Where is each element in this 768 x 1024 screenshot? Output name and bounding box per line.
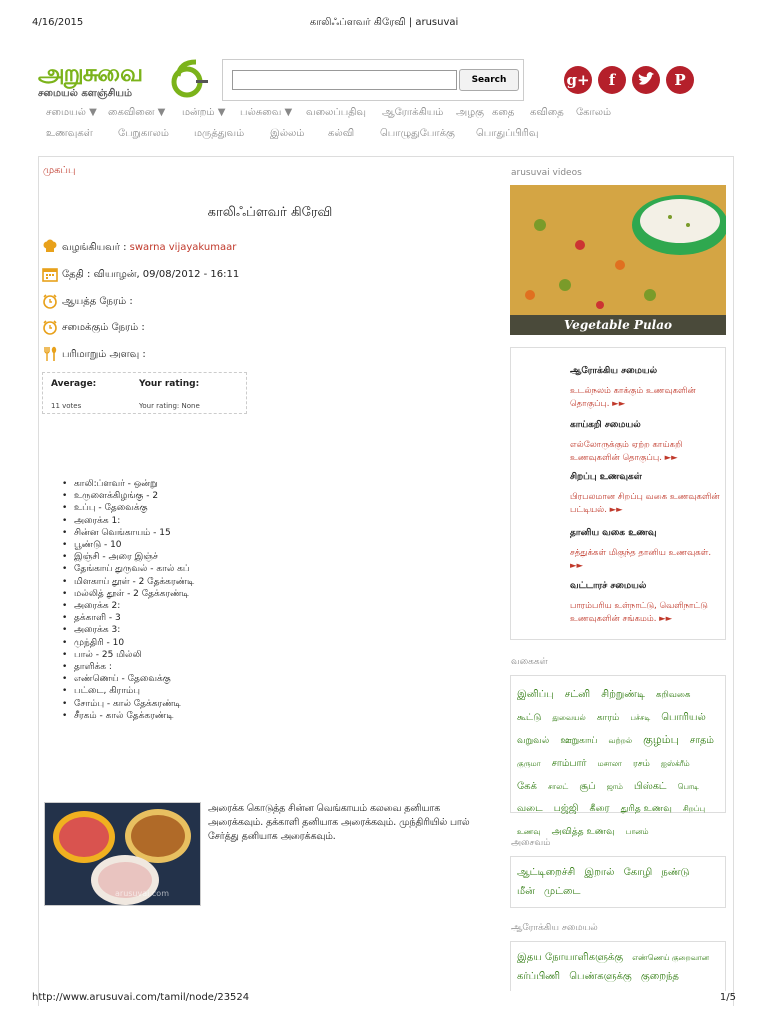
nav-item-story[interactable]: கதை bbox=[492, 107, 515, 118]
bowl-masala-paste bbox=[125, 809, 191, 863]
nav-item-general[interactable]: பொதுப்பிரிவு bbox=[476, 128, 539, 139]
nonveg-heading: அசைவம் bbox=[511, 838, 551, 848]
step-image[interactable] bbox=[44, 802, 201, 906]
health-tags-heading: ஆரோக்கிய சமையல் bbox=[511, 923, 598, 933]
category-tag[interactable]: சாலட் bbox=[548, 782, 569, 791]
logo-subtitle: சமையல் களஞ்சியம் bbox=[38, 88, 133, 99]
search-input[interactable] bbox=[232, 70, 457, 90]
your-rating-value[interactable]: Your rating: None bbox=[139, 402, 200, 410]
ingredient-list bbox=[60, 478, 194, 722]
health-section-title: காய்கறி சமையல் bbox=[570, 420, 641, 430]
ingredient-item: • முந்திரி - 10 bbox=[60, 637, 194, 649]
category-tag[interactable]: வற்றல் bbox=[608, 736, 633, 745]
pinterest-icon[interactable]: P bbox=[666, 66, 694, 94]
category-tag[interactable]: பொடி bbox=[677, 782, 699, 791]
recipe-date: தேதி : வியாழன், 09/08/2012 - 16:11 bbox=[62, 269, 240, 280]
health-tag[interactable]: பெண்களுக்கு bbox=[569, 971, 632, 982]
health-section-link[interactable]: பாரம்பரிய உள்நாட்டு, வெளிநாட்டு உணவுகளின் சங்கமம். ►► bbox=[570, 601, 708, 624]
ingredient-item: • மல்லித் தூள் - 2 தேக்கரண்டி bbox=[60, 588, 194, 600]
ingredient-item: • மிளகாய் தூள் - 2 தேக்கரண்டி bbox=[60, 576, 194, 588]
category-tag[interactable]: பச்சடி bbox=[630, 713, 651, 722]
nav-item-kolam[interactable]: கோலம் bbox=[576, 107, 612, 118]
category-tag[interactable]: பஜ்ஜி bbox=[553, 803, 579, 814]
author-row bbox=[42, 239, 236, 257]
servings: பரிமாறும் அளவு : bbox=[62, 349, 146, 360]
ingredient-item: • பால் - 25 மில்லி bbox=[60, 649, 194, 661]
videos-heading: arusuvai videos bbox=[511, 168, 582, 178]
prep-time-row bbox=[42, 293, 133, 311]
print-title: காலிஃப்ளவர் கிரேவி | arusuvai bbox=[309, 17, 459, 28]
your-rating-label: Your rating: bbox=[139, 379, 200, 389]
cook-time: சமைக்கும் நேரம் : bbox=[62, 322, 145, 333]
nonveg-box bbox=[510, 856, 726, 908]
category-tag[interactable]: கேக் bbox=[517, 781, 537, 792]
nonveg-tag[interactable]: ஆட்டிறைச்சி bbox=[517, 867, 576, 878]
nav-item-blog[interactable]: வலைப்பதிவு bbox=[306, 107, 366, 118]
categories-box bbox=[510, 675, 726, 837]
health-box bbox=[510, 347, 726, 640]
nav-item-misc[interactable]: பல்சுவை ▼ bbox=[240, 107, 293, 118]
category-tag[interactable]: பொரியல் bbox=[661, 712, 706, 723]
bowl-red-paste bbox=[53, 811, 115, 863]
page-url: http://www.arusuvai.com/tamil/node/23524 bbox=[32, 992, 250, 1003]
ingredient-item: • எண்ணெய் - தேவைக்கு bbox=[60, 673, 194, 685]
health-tag-cloud bbox=[517, 948, 721, 986]
nav-item-beauty[interactable]: அழகு bbox=[456, 107, 484, 118]
category-tag[interactable]: சூப் bbox=[579, 781, 596, 792]
category-tag[interactable]: குழம்பு bbox=[643, 733, 679, 746]
nav-item-health[interactable]: ஆரோக்கியம் bbox=[382, 107, 444, 118]
fork-spoon-icon bbox=[42, 346, 58, 362]
ingredient-item: • தக்காளி - 3 bbox=[60, 612, 194, 624]
health-tags-box bbox=[510, 941, 726, 991]
logo-six-icon bbox=[166, 58, 208, 100]
health-section-title: ஆரோக்கிய சமையல் bbox=[570, 366, 658, 376]
category-tag[interactable]: ரசம் bbox=[632, 759, 650, 769]
recipe-title: காலிஃப்ளவர் கிரேவி bbox=[207, 205, 333, 220]
category-tag[interactable]: சாம்பார் bbox=[551, 758, 587, 769]
category-tag[interactable]: மசாலா bbox=[597, 759, 622, 768]
category-tag[interactable]: சாதம் bbox=[689, 735, 714, 746]
alarm-clock-icon bbox=[42, 293, 58, 309]
category-tag[interactable]: கூட்டு bbox=[517, 713, 542, 723]
step-text: அரைக்க கொடுத்த சின்ன வெங்காயம் கலவை தனியாக அரைக்கவும். தக்காளி தனியாக அரைக்கவும். முந்திரியில் பால் சேர்த்து தனியாக அரைக்கவும். bbox=[208, 803, 470, 842]
nonveg-tag-cloud bbox=[517, 863, 721, 901]
nav-item-hobbies[interactable]: பொழுதுபோக்கு bbox=[380, 128, 455, 139]
video-caption: Vegetable Pulao bbox=[510, 315, 726, 335]
video-thumbnail[interactable] bbox=[510, 185, 726, 335]
author-link[interactable]: swarna vijayakumaar bbox=[129, 242, 237, 253]
image-watermark: arusuvai.com bbox=[115, 889, 169, 898]
pulao-image bbox=[510, 185, 726, 335]
author-label: வழங்கியவர் : bbox=[62, 242, 130, 253]
category-tag[interactable]: ஊறுகாய் bbox=[560, 736, 598, 746]
category-tag[interactable]: சட்னி bbox=[564, 689, 591, 700]
category-tag[interactable]: வடை bbox=[517, 803, 543, 814]
average-label: Average: bbox=[51, 379, 97, 389]
nav-item-crafts[interactable]: கைவினை ▼ bbox=[108, 107, 166, 118]
category-tag[interactable]: அவித்த உணவு bbox=[551, 827, 615, 837]
page-number: 1/5 bbox=[719, 992, 736, 1003]
nav-item-medicine[interactable]: மருத்துவம் bbox=[194, 128, 245, 139]
ingredient-item: • காலி:ப்ளவர் - ஒன்று bbox=[60, 478, 194, 490]
print-header bbox=[0, 17, 768, 31]
health-tag[interactable]: கர்ப்பிணி bbox=[517, 971, 561, 982]
category-tag[interactable]: துவையல் bbox=[552, 713, 586, 722]
category-tag[interactable]: சிறப்பு உணவு bbox=[517, 804, 706, 836]
health-tag[interactable]: எண்ணெய் குறைவான bbox=[632, 953, 710, 962]
health-section-title: வட்டாரச் சமையல் bbox=[570, 581, 647, 591]
ingredient-item: • அரைக்க 1: bbox=[60, 515, 194, 527]
ingredient-item: • பட்டை, கிராம்பு bbox=[60, 685, 194, 697]
health-tag[interactable]: இதய நோயாளிகளுக்கு bbox=[517, 952, 624, 963]
nav-item-cooking[interactable]: சமையல் ▼ bbox=[46, 107, 97, 118]
health-section-link[interactable]: சத்துக்கள் மிகுந்த தானிய உணவுகள். ►► bbox=[570, 548, 712, 571]
logo-text: அறுசுவை bbox=[38, 59, 143, 87]
nav-item-home[interactable]: இல்லம் bbox=[270, 128, 305, 139]
nav-item-foods[interactable]: உணவுகள் bbox=[46, 128, 93, 139]
nonveg-tag[interactable]: மீன் bbox=[517, 886, 535, 897]
nav-item-education[interactable]: கல்வி bbox=[328, 128, 355, 139]
twitter-icon[interactable] bbox=[632, 66, 660, 94]
category-tag[interactable]: பிஸ்கட் bbox=[633, 781, 667, 792]
rating-widget bbox=[42, 372, 247, 414]
category-tag[interactable]: வறுவல் bbox=[517, 736, 550, 746]
nav-item-pregnancy[interactable]: பேறுகாலம் bbox=[118, 128, 169, 139]
ingredient-item: • சோம்பு - கால் தேக்கரண்டி bbox=[60, 698, 194, 710]
facebook-icon[interactable]: f bbox=[598, 66, 626, 94]
nav-item-forum[interactable]: மன்றம் ▼ bbox=[182, 107, 226, 118]
nonveg-tag[interactable]: நண்டு bbox=[661, 867, 690, 878]
category-tag[interactable]: பானம் bbox=[625, 827, 649, 836]
ingredient-item: • சின்ன வெங்காயம் - 15 bbox=[60, 527, 194, 539]
ingredient-item: • உப்பு - தேவைக்கு bbox=[60, 502, 194, 514]
category-tag[interactable]: காரம் bbox=[596, 713, 620, 723]
category-tag[interactable]: துரித உணவு bbox=[620, 804, 672, 814]
ingredient-item: • உருளைக்கிழங்கு - 2 bbox=[60, 490, 194, 502]
ingredient-item: • இஞ்சி - அரை இஞ்ச் bbox=[60, 551, 194, 563]
print-date: 4/16/2015 bbox=[32, 17, 84, 28]
ingredient-item: • தாளிக்க : bbox=[60, 661, 194, 673]
health-section-title: சிறப்பு உணவுகள் bbox=[570, 472, 642, 482]
alarm-clock-icon bbox=[42, 319, 58, 335]
nonveg-tag[interactable]: இறால் bbox=[584, 867, 615, 878]
servings-row bbox=[42, 346, 146, 364]
ingredient-item: • சீரகம் - கால் தேக்கரண்டி bbox=[60, 710, 194, 722]
category-tag[interactable]: சிற்றுண்டி bbox=[601, 689, 645, 700]
category-tag-cloud bbox=[517, 682, 721, 842]
health-section-link[interactable]: எல்லோருக்கும் ஏற்ற காய்கறி உணவுகளின் தொகுப்பு. ►► bbox=[570, 440, 683, 463]
breadcrumb[interactable]: முகப்பு bbox=[43, 165, 76, 176]
nonveg-tag[interactable]: கோழி bbox=[623, 867, 653, 878]
ingredient-item: • பூண்டு - 10 bbox=[60, 539, 194, 551]
health-section-title: தானிய வகை உணவு bbox=[570, 528, 657, 538]
chef-hat-icon bbox=[42, 239, 58, 255]
category-tag[interactable]: ஜாம் bbox=[606, 782, 623, 791]
cook-time-row bbox=[42, 319, 145, 337]
category-tag[interactable]: கறிவகை bbox=[656, 690, 691, 700]
category-tag[interactable]: கீரை bbox=[589, 803, 610, 814]
search-button[interactable]: Search bbox=[459, 69, 519, 91]
ingredient-item: • தேங்காய் துருவல் - கால் கப் bbox=[60, 563, 194, 575]
ingredient-item: • அரைக்க 3: bbox=[60, 624, 194, 636]
category-tag[interactable]: இனிப்பு bbox=[517, 689, 554, 700]
vote-count: 11 votes bbox=[51, 402, 82, 410]
google-plus-icon[interactable]: g+ bbox=[564, 66, 592, 94]
category-tag[interactable]: ஐஸ்க்ரீம் bbox=[660, 759, 690, 768]
date-row bbox=[42, 266, 239, 284]
categories-heading: வகைகள் bbox=[511, 657, 548, 667]
health-section-link[interactable]: பிரபலமான சிறப்பு வகை உணவுகளின் பட்டியல். ►► bbox=[570, 492, 720, 515]
nonveg-tag[interactable]: முட்டை bbox=[543, 886, 581, 897]
health-tag[interactable]: குறைந்த bbox=[640, 971, 679, 982]
health-section-link[interactable]: உடல்நலம் காக்கும் உணவுகளின் தொகுப்பு. ►► bbox=[570, 386, 696, 409]
nav-item-poem[interactable]: கவிதை bbox=[530, 107, 564, 118]
site-logo[interactable] bbox=[38, 60, 208, 106]
category-tag[interactable]: குருமா bbox=[517, 759, 541, 768]
prep-time: ஆயத்த நேரம் : bbox=[62, 296, 133, 307]
ingredient-item: • அரைக்க 2: bbox=[60, 600, 194, 612]
calendar-icon bbox=[42, 266, 58, 282]
search-bar bbox=[222, 59, 524, 101]
